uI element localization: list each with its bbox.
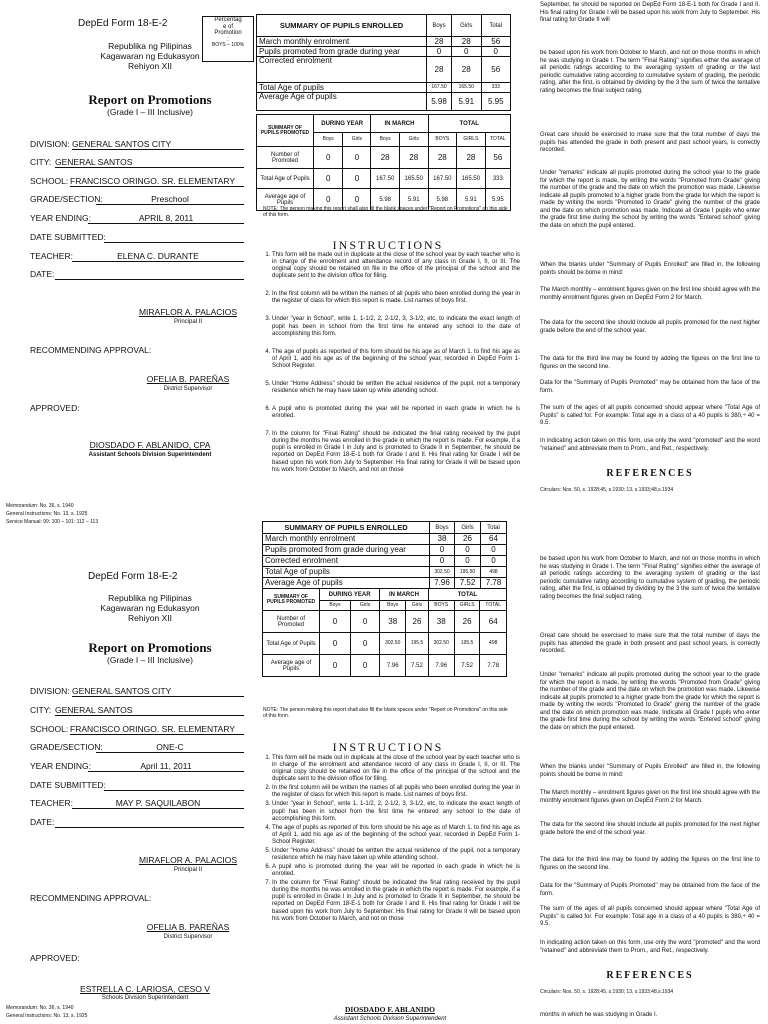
right-para-8: Data for the "Summary of Pupils Promoted" may be obtained from the face of the form. xyxy=(540,380,760,394)
promo-cell: 0 xyxy=(350,611,379,633)
promo-cell: 0 xyxy=(350,655,379,677)
summary-cell: 56 xyxy=(481,57,511,83)
bottom-right-tail: months in which he was studying in Grade I. xyxy=(540,1012,658,1018)
division-label: DIVISION: xyxy=(30,686,70,696)
right-para-5b: The March monthly – enrolment figures given on the first line should agree with the monthly enrolment figures given on DepEd Form 2 for March. xyxy=(540,790,760,804)
circulars-top: Circulars: Nos. 50, s. 1928;45, s.1930; 13, s.1933;48,s.1934 xyxy=(540,487,674,493)
year-ending-label: YEAR ENDING: xyxy=(30,761,91,771)
agency-line-3: Rehiyon XII xyxy=(128,61,172,71)
promo-cell: 167.50 xyxy=(371,169,400,189)
promo-cell: 56 xyxy=(485,147,510,169)
promo-subheader: Boys xyxy=(371,133,400,147)
promo-cell: 28 xyxy=(457,147,486,169)
right-para-6: The data for the second line should include all pupils promoted for the next higher grade before the end of the school year. xyxy=(540,320,760,334)
promo-header-during: DURING YEAR xyxy=(320,589,380,601)
promo-subheader: Girls xyxy=(350,601,379,611)
grade-section-label: GRADE/SECTION: xyxy=(30,742,103,752)
year-ending-value: April 11, 2011 xyxy=(88,762,244,772)
date-submitted-label: DATE SUBMITTED: xyxy=(30,232,106,242)
promo-row-label: Number of Promoted xyxy=(263,611,320,633)
right-para-4: When the blanks under "Summary of Pupils Enrolled" are filled in, the following points should be borne in mind: xyxy=(540,262,760,276)
city-label: CITY: xyxy=(30,705,52,715)
recommending-label: RECOMMENDING APPROVAL: xyxy=(30,893,152,903)
promo-subheader: Girls xyxy=(399,133,428,147)
school-label: SCHOOL: xyxy=(30,176,69,186)
promo-subheader: GIRLS xyxy=(457,133,486,147)
promo-row-label: Average age of Pupils xyxy=(263,655,320,677)
summary-enrolled-table xyxy=(256,14,511,111)
date-line xyxy=(55,818,244,828)
memo-line-3: Service Manual: 99: 100 – 101: 112 – 113 xyxy=(6,519,99,525)
promo-subheader: TOTAL xyxy=(485,133,510,147)
summary-cell: 7.96 xyxy=(430,578,455,589)
promo-cell: 0 xyxy=(320,611,351,633)
report-subtitle: (Grade I – III Inclusive) xyxy=(107,655,193,665)
principal-title: Principal II xyxy=(173,867,202,873)
promo-subheader: BOYS xyxy=(428,133,457,147)
promo-subheader: TOTAL xyxy=(480,601,507,611)
note: NOTE: The person making this report shall also fill the blank spaces under "Report on Promotions" on this side of this form. xyxy=(263,206,508,218)
promo-subheader: Boys xyxy=(320,601,351,611)
promo-cell: 38 xyxy=(380,611,406,633)
promo-cell: 5.91 xyxy=(457,189,486,211)
summary-row-label: Corrected enrolment xyxy=(257,57,427,83)
summary-cell: 302.50 xyxy=(430,567,455,578)
instruction-item: 5. Under "Home Address" should be written the actual residence of the pupil, not a temporary residence which he may have taken up while attending school. xyxy=(272,848,520,862)
promo-cell: 165.50 xyxy=(399,169,428,189)
promo-row-label: Number of Promoted xyxy=(257,147,314,169)
right-para-8b: Data for the "Summary of Pupils Promoted" may be obtained from the face of the form. xyxy=(540,883,760,897)
summary-cell: 0 xyxy=(481,556,507,567)
division-label: DIVISION: xyxy=(30,139,70,149)
grade-section-value: ONE-C xyxy=(96,743,244,753)
school-value: FRANCISCO ORINGO. SR. ELEMENTARY xyxy=(70,177,244,187)
promo-cell: 0 xyxy=(314,169,343,189)
summary-header-total: Total xyxy=(481,15,511,37)
promo-header-total: TOTAL xyxy=(428,589,506,601)
date-submitted-line xyxy=(104,781,244,791)
summary-header-girls: Girls xyxy=(452,15,482,37)
promo-subheader: BOYS xyxy=(428,601,454,611)
summary-cell: 0 xyxy=(481,47,511,57)
grade-section-label: GRADE/SECTION: xyxy=(30,194,103,204)
promo-cell: 5.98 xyxy=(371,189,400,211)
recommender-title: District Supervisor xyxy=(163,386,213,392)
agency-line-3: Rehiyon XII xyxy=(128,613,172,623)
right-para-7: The data for the third line may be found by adding the figures on the first line to figures on the second line. xyxy=(540,356,760,370)
summary-row-label: March monthly enrolment xyxy=(257,37,427,47)
promo-cell: 498 xyxy=(480,633,507,655)
promo-cell: 0 xyxy=(320,633,351,655)
promo-cell: 26 xyxy=(454,611,480,633)
summary-cell: 0 xyxy=(455,545,481,556)
promo-cell: 0 xyxy=(314,147,343,169)
summary-cell: 333 xyxy=(481,83,511,93)
summary-cell: 28 xyxy=(452,57,482,83)
instruction-item: 1. This form will be made out in duplicate at the close of the school year by each teacher who is in charge of the enrolment and attendance record of any class in Grade I, II, or III. The original copy should be retained on file in the office of the principal of the school and the duplicate sent to the division office for filing. xyxy=(272,252,520,280)
percentage-label-3: Promotion xyxy=(214,30,242,37)
promo-cell: 302.50 xyxy=(380,633,406,655)
promo-cell: 167.50 xyxy=(428,169,457,189)
promo-cell: 28 xyxy=(428,147,457,169)
instruction-item: 4. The age of pupils as reported of this form should be his age as of March 1. to find his age as of April 1, add his age as of the beginning of the school year, recorded in DepEd Form 1-School Register. xyxy=(272,349,520,370)
promo-cell: 28 xyxy=(399,147,428,169)
summary-header-boys: Boys xyxy=(427,15,452,37)
summary-row-label: March monthly enrolment xyxy=(263,534,430,545)
percentage-label-2: e of xyxy=(222,23,233,30)
promo-cell: 64 xyxy=(480,611,507,633)
summary-header-label: SUMMARY OF PUPILS ENROLLED xyxy=(263,522,430,534)
summary-header-total: Total xyxy=(481,522,507,534)
form-id: DepEd Form 18-E-2 xyxy=(88,571,178,582)
date-submitted-label: DATE SUBMITTED: xyxy=(30,780,106,790)
date-submitted-line xyxy=(104,233,244,243)
right-para-3b: Under "remarks" indicate all pupils promoted during the school year to the grade for which the report is made, by writing the words "Promoted from Grade" giving the number of the grade and the date on which the promotion was made. Likewise indicate all pupils promoted to a higher grade from the grade for which the report is made by writing the words "Promoted to Grade" giving the number of the grade and the date on which promotion was made. Indicate all Grade I pupils who enter the grade first time during the school by writing the words "Entered school" giving the date on which the pupil entered. xyxy=(540,672,760,731)
promo-cell: 7.78 xyxy=(480,655,507,677)
recommender-name: OFELIA B. PAREÑAS xyxy=(146,374,230,384)
promo-header-summary: SUMMARY OF PUPILS PROMOTED xyxy=(263,589,320,611)
promo-row-label: Total Age of Pupils xyxy=(257,169,314,189)
memo-line-1: Memorandum: No. 36, s. 1940 xyxy=(6,1005,74,1011)
promo-cell: 0 xyxy=(343,189,371,211)
summary-cell: 28 xyxy=(427,37,452,47)
instruction-item: 6. A pupil who is promoted during the year will be reported in each grade in which he is enrolled. xyxy=(272,406,520,420)
approved-label: APPROVED: xyxy=(30,953,80,963)
teacher-value: ELENA C. DURANTE xyxy=(72,252,244,262)
promo-cell: 38 xyxy=(428,611,454,633)
city-label: CITY: xyxy=(30,157,52,167)
instruction-item: 7. In the column for "Final Rating" should be indicated the final rating received by the pupil during the months he was enrolled in the grade in which the report is made. For example, if a pupil is enrolled in Grade I in July and is promoted to Grade II in September, he should be reported on DepEd Form 18-E-1 both for Grade I and II. His final rating for Grade I will be based upon his work from July to September. His final rating for Grade II will be based upon his work from October to March, and not on those xyxy=(272,431,520,473)
instructions-list xyxy=(258,755,520,923)
promo-cell: 5.95 xyxy=(485,189,510,211)
instructions-title: INSTRUCTIONS xyxy=(332,238,444,252)
school-label: SCHOOL: xyxy=(30,724,69,734)
instruction-item: 2. In the first column will be written the names of all pupils who been enrolled during the year in the register of class for which this report is made. List names of boys first. xyxy=(272,291,520,305)
form-id: DepEd Form 18-E-2 xyxy=(78,18,168,29)
summary-cell: 28 xyxy=(427,57,452,83)
promo-cell: 0 xyxy=(343,169,371,189)
promo-row-label: Total Age of Pupils xyxy=(263,633,320,655)
instruction-item: 6. A pupil who is promoted during the year will be reported in each grade in which he is enrolled. xyxy=(272,864,520,878)
summary-cell: 64 xyxy=(481,534,507,545)
summary-row-label: Pupils promoted from grade during year xyxy=(263,545,430,556)
summary-cell: 0 xyxy=(430,545,455,556)
right-para-5: The March monthly – enrolment figures given on the first line should agree with the monthly enrolment figures given on DepEd Form 2 for March. xyxy=(540,287,760,301)
grade-section-value: Preschool xyxy=(96,195,244,205)
agency-line-1: Republika ng Pilipinas xyxy=(108,593,192,603)
instructions-title: INSTRUCTIONS xyxy=(332,740,444,754)
summary-row-label: Total Age of pupils xyxy=(263,567,430,578)
right-para-4b: When the blanks under "Summary of Pupils Enrolled" are filled in, the following points should be borne in mind: xyxy=(540,764,760,778)
right-para-0: September, he should be reported on DepEd Form 18-E-1 both for Grade I and II. His final rating for Grade I will be based upon his work from July to September. His final rating for Grade II will xyxy=(540,2,760,23)
summary-row-label: Corrected enrolment xyxy=(263,556,430,567)
promo-subheader: Boys xyxy=(380,601,406,611)
report-title: Report on Promotions xyxy=(88,640,212,655)
percentage-label-4: : xyxy=(227,36,229,43)
right-para-6b: The data for the second line should include all pupils promoted for the next higher grade before the end of the school year. xyxy=(540,822,760,836)
summary-cell: 5.95 xyxy=(481,93,511,111)
instruction-item: 3. Under "year in School", write 1, 1-1/2, 2, 2-1/2, 3, 3-1/2, etc, to indicate the exact length of pupil has been in school from the first time he entered any school to the date of accomplishing this form. xyxy=(272,801,520,822)
promo-cell: 7.52 xyxy=(454,655,480,677)
summary-cell: 0 xyxy=(430,556,455,567)
right-para-1: be based upon his work from October to March, and not on those months in which he was studying in Grade I. The term "Final Rating" signifies either the average of all periodic ratings according to the averaging system of grading or the last periodic cumulative rating according to cumulative system of grading, the periodic rating, after the first, is obtained by dividing by the 3 the sum of twice the tentative rating becomes the final subject rating. xyxy=(540,50,760,94)
references-title: REFERENCES xyxy=(606,468,694,479)
teacher-value: MAY P. SAQUILABON xyxy=(72,799,244,809)
circulars-bottom: Circulars: Nos. 50, s. 1928;45, s.1930; 13, s.1933;48,s.1934 xyxy=(540,989,674,995)
promo-header-march: IN MARCH xyxy=(380,589,429,601)
summary-cell: 0 xyxy=(427,47,452,57)
instruction-item: 7. In the column for "Final Rating" should be indicated the final rating received by the pupil during the months he was enrolled in the grade in which the report is made. For example, if a pupil is enrolled in Grade I in July and is promoted to Grade II in September, he should be reported on DepEd Form 18-E-1 both for Grade I and II. His final rating for Grade I will be based upon his work from July to September. His final rating for Grade II will be based upon his work from October to March, and not on those xyxy=(272,880,520,922)
summary-row-label: Total Age of pupils xyxy=(257,83,427,93)
agency-line-2: Kagawaran ng Edukasyon xyxy=(100,603,200,613)
promo-subheader: GIRLS xyxy=(454,601,480,611)
summary-header-girls: Girls xyxy=(455,522,481,534)
promo-header-during: DURING YEAR xyxy=(314,115,371,133)
summary-row-label: Pupils promoted from grade during year xyxy=(257,47,427,57)
summary-cell: 0 xyxy=(481,545,507,556)
percentage-box xyxy=(202,16,254,62)
summary-cell: 26 xyxy=(455,534,481,545)
percentage-value: BOYS – 100% xyxy=(211,42,245,49)
promo-cell: 0 xyxy=(343,147,371,169)
instruction-item: 2. In the first column will be written the names of all pupils who been enrolled during the year in the register of class for which this report is made. List names of boys first. xyxy=(272,785,520,799)
report-title: Report on Promotions xyxy=(88,92,212,107)
principal-title: Principal II xyxy=(173,319,202,325)
summary-row-label: Average Age of pupils xyxy=(263,578,430,589)
year-ending-value: APRIL 8, 2011 xyxy=(88,214,244,224)
promo-cell: 5.91 xyxy=(399,189,428,211)
instruction-item: 3. Under "year in School", write 1, 1-1/2, 2, 2-1/2, 3, 3-1/2, etc, to indicate the exact length of pupil has been in school from the first time he entered any school to the date of accomplishing this form. xyxy=(272,316,520,337)
summary-cell: 56 xyxy=(481,37,511,47)
right-para-2b: Great care should be exercised to make sure that the total number of days the pupils has attended the grade in both present and past school years, is correctly recorded. xyxy=(540,633,760,654)
summary-cell: 7.52 xyxy=(455,578,481,589)
promo-subheader: Girls xyxy=(343,133,371,147)
instructions-list xyxy=(258,252,520,474)
memo-line-1: Memorandum: No. 36, s. 1940 xyxy=(6,503,74,509)
bottom-signature-title: Assistant Schools Division Superintendent xyxy=(333,1016,447,1022)
promo-cell: 7.52 xyxy=(406,655,428,677)
city-value: GENERAL SANTOS xyxy=(55,706,244,716)
date-label: DATE: xyxy=(30,269,55,279)
summary-cell: 5.98 xyxy=(427,93,452,111)
right-para-3: Under "remarks" indicate all pupils promoted during the school year to the grade for which the report is made, by writing the words "Promoted from Grade" giving the number of the grade and the date on which the promotion was made. Likewise indicate all pupils promoted to a higher grade from the grade for which the report is made by writing the words "Promoted to Grade" giving the number of the grade and the date on which promotion was made. Indicate all Grade I pupils who enter the grade first time during the school by writing the words "Entered school" giving the date on which the pupil entered. xyxy=(540,170,760,229)
summary-cell: 38 xyxy=(430,534,455,545)
city-value: GENERAL SANTOS xyxy=(55,158,244,168)
summary-cell: 0 xyxy=(455,556,481,567)
agency-line-2: Kagawaran ng Edukasyon xyxy=(100,51,200,61)
references-title: REFERENCES xyxy=(606,970,694,981)
instruction-item: 4. The age of pupils as reported of this form should be his age as of March 1. to find his age as of April 1, add his age as of the beginning of the school year, recorded in DepEd Form 1-School Register. xyxy=(272,825,520,846)
promo-cell: 195.5 xyxy=(406,633,428,655)
right-para-10: In indicating action taken on this form, use only the word "promoted" and the word "retained" and abbreviate them to Prom., and Ret., respectively. xyxy=(540,438,760,452)
percentage-label-1: Percentag xyxy=(214,17,242,23)
recommending-label: RECOMMENDING APPROVAL: xyxy=(30,345,152,355)
promo-cell: 302.50 xyxy=(428,633,454,655)
promo-cell: 26 xyxy=(406,611,428,633)
summary-promoted-table xyxy=(262,588,507,677)
summary-cell: 165.50 xyxy=(452,83,482,93)
principal-name: MIRAFLOR A. PALACIOS xyxy=(138,307,238,317)
date-line xyxy=(55,270,244,280)
summary-cell: 28 xyxy=(452,37,482,47)
memo-line-2: General Instructions: No. 13, s. 1925 xyxy=(6,511,88,517)
instruction-item: 5. Under "Home Address" should be written the actual residence of the pupil, not a temporary residence which he may have taken up while attending school. xyxy=(272,381,520,395)
promo-cell: 7.96 xyxy=(428,655,454,677)
right-para-7b: The data for the third line may be found by adding the figures on the first line to figures on the second line. xyxy=(540,857,760,871)
promo-header-total: TOTAL xyxy=(428,115,510,133)
promo-cell: 0 xyxy=(314,189,343,211)
promo-cell: 165.50 xyxy=(457,169,486,189)
approver-name: DIOSDADO F. ABLANIDO, CPA xyxy=(89,440,211,450)
summary-header-label: SUMMARY OF PUPILS ENROLLED xyxy=(257,15,427,37)
date-label: DATE: xyxy=(30,817,55,827)
memo-line-2: General Instructions: No. 13, s. 1925 xyxy=(6,1013,88,1019)
summary-cell: 0 xyxy=(452,47,482,57)
teacher-label: TEACHER: xyxy=(30,798,73,808)
promo-cell: 28 xyxy=(371,147,400,169)
promo-header-march: IN MARCH xyxy=(371,115,428,133)
principal-name: MIRAFLOR A. PALACIOS xyxy=(138,855,238,865)
recommender-title: District Supervisor xyxy=(163,934,213,940)
right-para-9b: The sum of the ages of all pupils concerned should appear where "Total Age of Pupils" is called for. For example: Total age in a class of a 40 pupils is 380,÷ 40 = 9.5. xyxy=(540,906,760,927)
summary-row-label: Average Age of pupils xyxy=(257,93,427,111)
promo-cell: 333 xyxy=(485,169,510,189)
promo-cell: 0 xyxy=(350,633,379,655)
recommender-name: OFELIA B. PAREÑAS xyxy=(146,922,230,932)
division-value: GENERAL SANTOS CITY xyxy=(72,687,244,697)
approver-name: ESTRELLA C. LARIOSA, CESO V xyxy=(80,984,210,994)
summary-cell: 5.91 xyxy=(452,93,482,111)
summary-cell: 167.50 xyxy=(427,83,452,93)
right-para-9: The sum of the ages of all pupils concerned should appear where "Total Age of Pupils" is called for. For example: Total age in a class of a 40 pupils is 380,÷ 40 = 9.5. xyxy=(540,405,760,426)
note: NOTE: The person making this report shall also fill the blank spaces under "Report on Promotions" on this side of this form. xyxy=(263,707,508,719)
approver-title: Assistant Schools Division Superintendent xyxy=(88,452,212,458)
approver-title: Schools Division Superintendent xyxy=(101,995,189,1001)
right-para-1b: be based upon his work from October to March, and not on those months in which he was studying in Grade I. The term "Final Rating" signifies either the average of all periodic ratings according to the averaging system of grading or the last periodic cumulative rating according to cumulative system of grading, the periodic rating, after the first, is obtained by dividing by the 3 the sum of twice the tentative rating becomes the final subject rating. xyxy=(540,556,760,600)
promo-cell: 5.98 xyxy=(428,189,457,211)
bottom-signature-name: DIOSDADO F. ABLANIDO xyxy=(345,1005,435,1014)
school-value: FRANCISCO ORINGO. SR. ELEMENTARY xyxy=(70,725,244,735)
summary-enrolled-table xyxy=(262,521,507,589)
report-subtitle: (Grade I – III Inclusive) xyxy=(107,107,193,117)
instruction-item: 1. This form will be made out in duplicate at the close of the school year by each teacher who is in charge of the enrolment and attendance record of any class in Grade I, II, or III. The original copy should be retained on file in the office of the principal of the school and the duplicate sent to the division office for filing. xyxy=(272,755,520,783)
promo-subheader: Boys xyxy=(314,133,343,147)
summary-header-boys: Boys xyxy=(430,522,455,534)
promo-cell: 195.5 xyxy=(454,633,480,655)
right-para-2: Great care should be exercised to make sure that the total number of days the pupils has attended the grade in both present and past school years, is correctly recorded. xyxy=(540,132,760,153)
right-para-10b: In indicating action taken on this form, use only the word "promoted" and the word "retained" and abbreviate them to Prom., and Ret., respectively. xyxy=(540,940,760,954)
teacher-label: TEACHER: xyxy=(30,251,73,261)
year-ending-label: YEAR ENDING: xyxy=(30,213,91,223)
approved-label: APPROVED: xyxy=(30,403,80,413)
promo-cell: 7.96 xyxy=(380,655,406,677)
promo-row-label: Average age of Pupils xyxy=(257,189,314,211)
summary-promoted-table xyxy=(256,114,511,211)
agency-line-1: Republika ng Pilipinas xyxy=(108,41,192,51)
promo-cell: 0 xyxy=(320,655,351,677)
summary-cell: 498 xyxy=(481,567,507,578)
division-value: GENERAL SANTOS CITY xyxy=(72,140,244,150)
summary-cell: 7.78 xyxy=(481,578,507,589)
summary-cell: 195.50 xyxy=(455,567,481,578)
promo-header-summary: SUMMARY OF PUPILS PROMOTED xyxy=(257,115,314,147)
promo-subheader: Girls xyxy=(406,601,428,611)
